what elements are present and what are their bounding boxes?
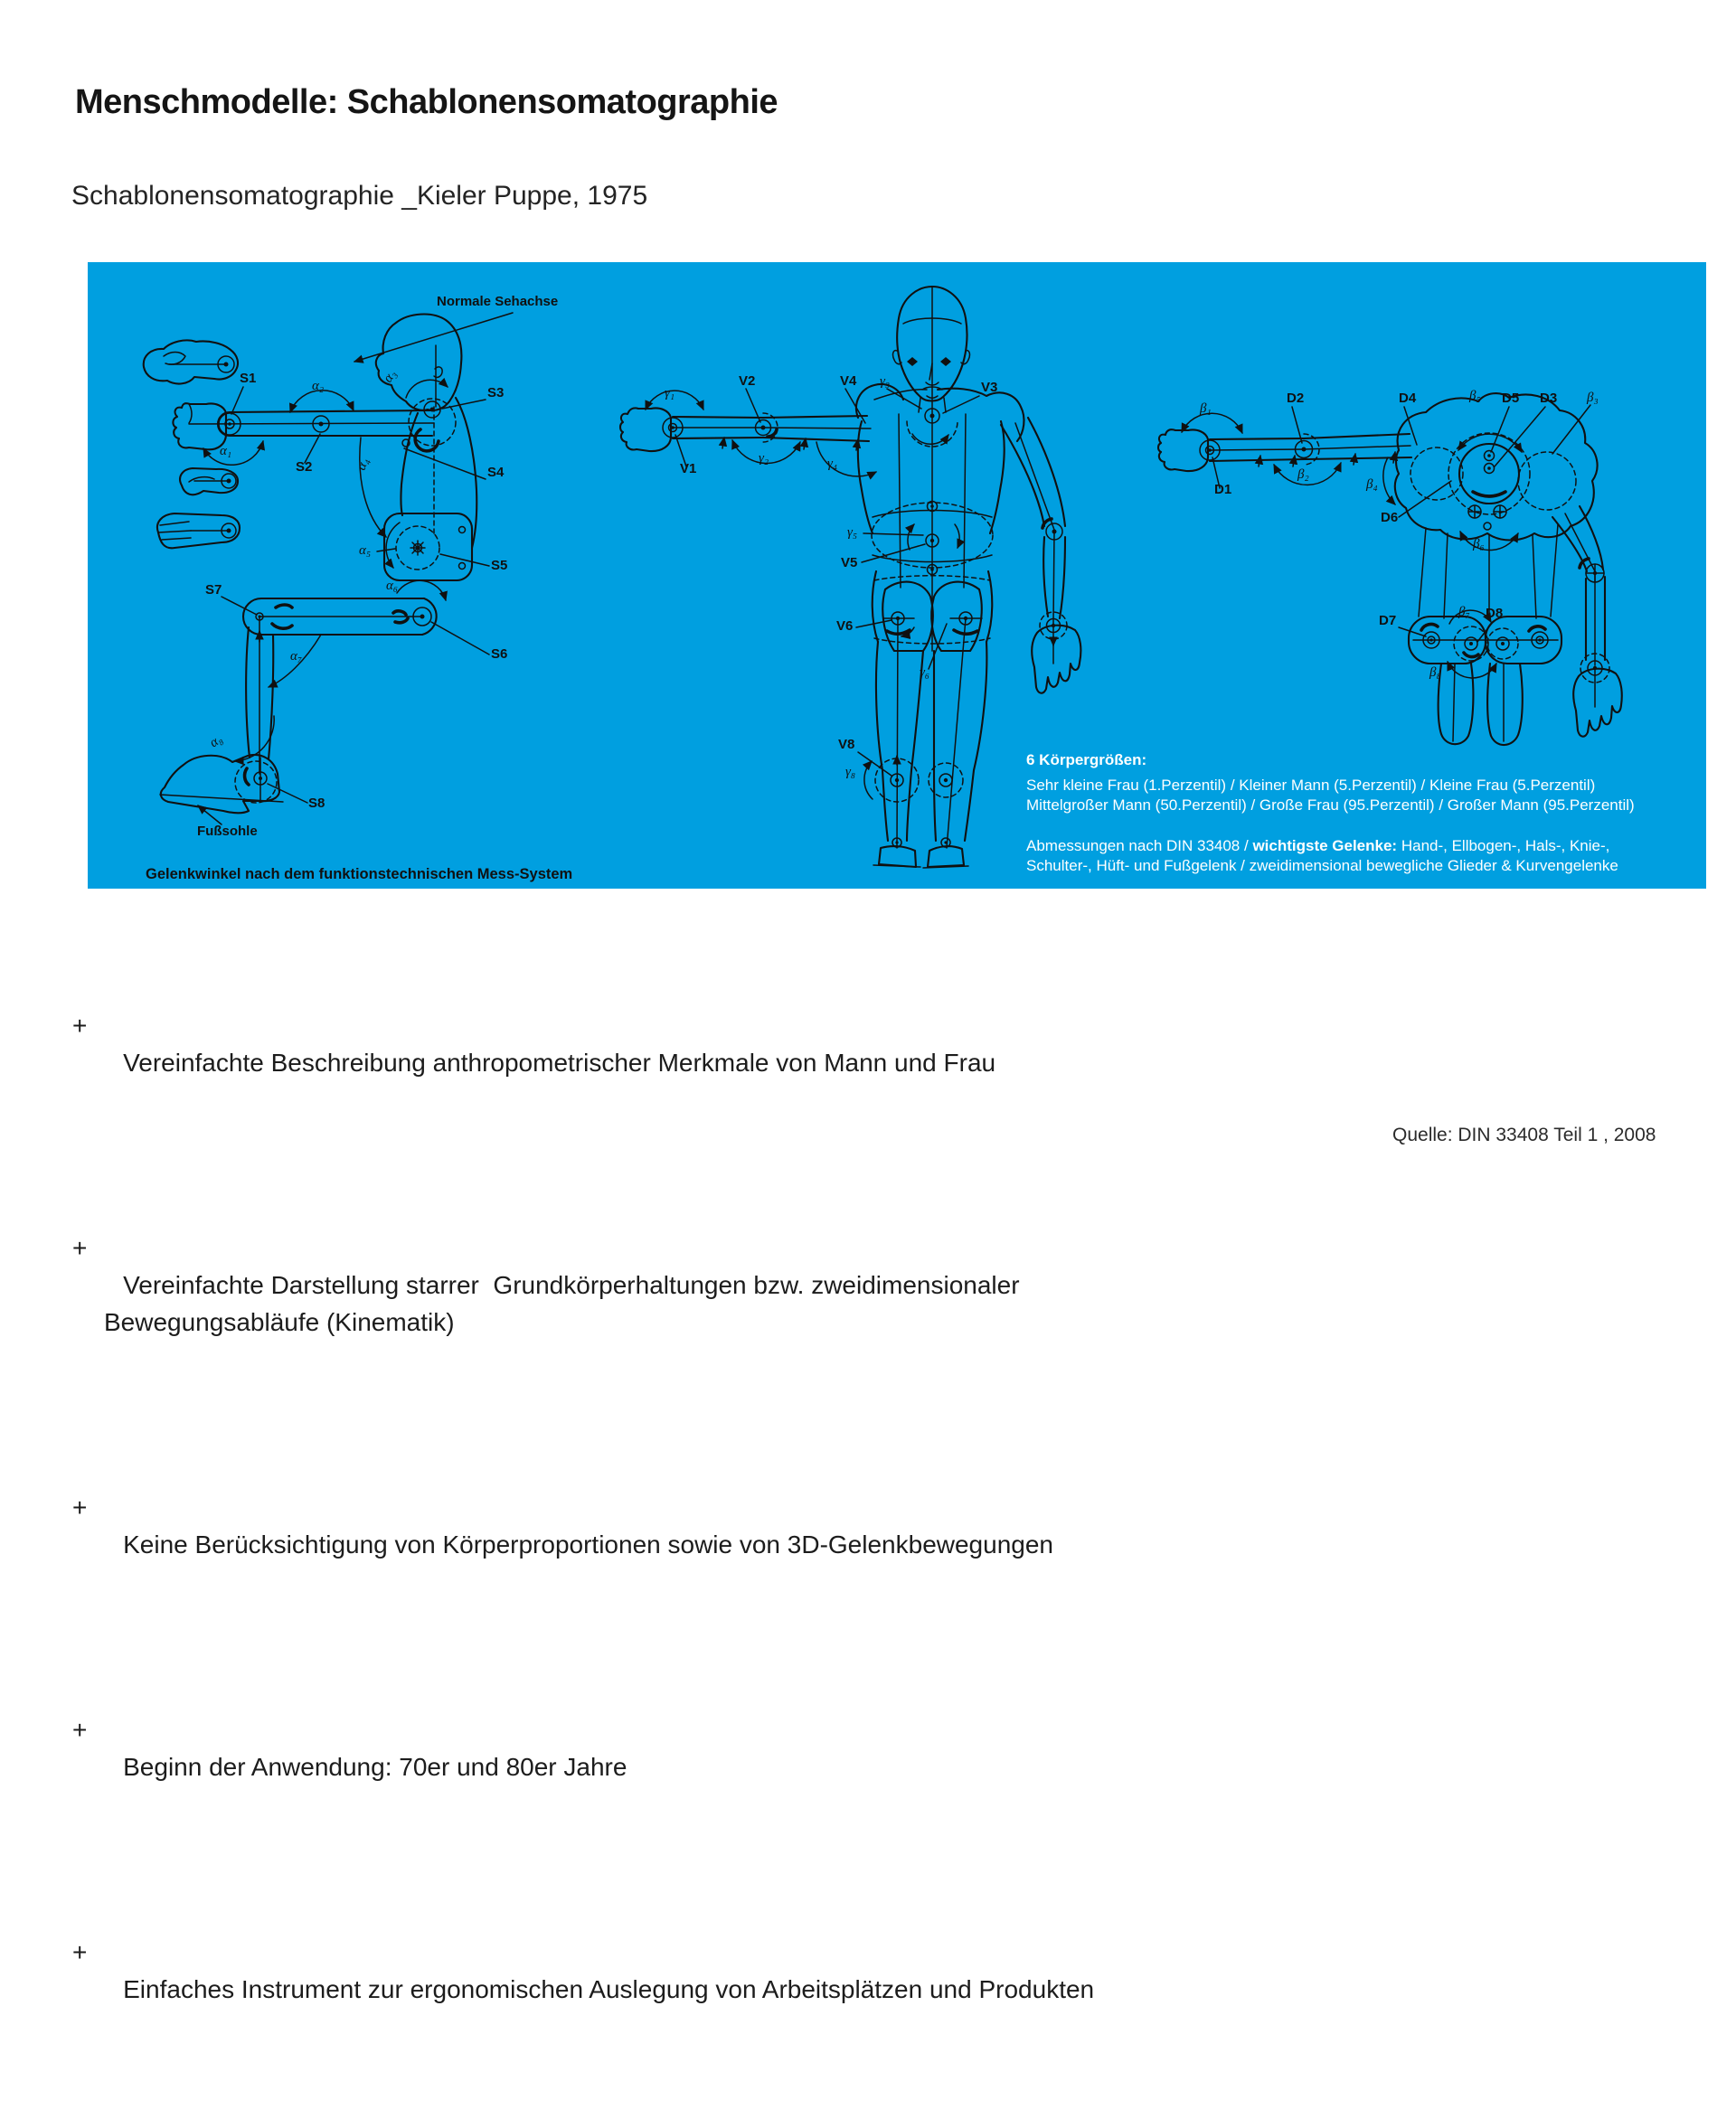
bullet-marker: +	[72, 1012, 88, 1040]
joint-label-d2: D2	[1287, 391, 1305, 406]
list-item	[72, 1489, 1447, 1637]
list-item	[72, 1934, 1447, 2082]
angle-label-g1: γ₁	[665, 386, 675, 400]
angle-label-a3: α₃	[381, 367, 400, 386]
joint-label-s5: S5	[491, 558, 508, 573]
joint-label-v6: V6	[836, 618, 854, 634]
top-arm-right	[1552, 506, 1622, 737]
bullet-marker: +	[72, 1234, 88, 1262]
bullet-text: Keine Berücksichtigung von Körperproportionen sowie von 3D-Gelenkbewegungen	[123, 1530, 1053, 1559]
bullet-text: Beginn der Anwendung: 70er und 80er Jahre	[123, 1753, 627, 1781]
angle-label-a1: α₁	[220, 444, 232, 458]
bullet-text: Einfaches Instrument zur ergonomischen Auslegung von Arbeitsplätzen und Produkten	[123, 1975, 1095, 2003]
info-text: Abmessungen nach DIN 33408 /	[1026, 837, 1253, 854]
joint-label-s8: S8	[308, 796, 326, 811]
joint-label-v3: V3	[981, 380, 998, 395]
subtitle: Schablonensomatographie _Kieler Puppe, 1975	[71, 181, 648, 211]
bullet-list	[72, 933, 1447, 2119]
joint-label-d5: D5	[1502, 391, 1520, 406]
angle-label-g4: γ₄	[827, 457, 838, 471]
hand-template-pinch	[180, 468, 238, 494]
info-line-sizes-1: Sehr kleine Frau (1.Perzentil) / Kleiner Mann (5.Perzentil) / Kleine Frau (5.Perzentil)	[1026, 777, 1596, 794]
joint-label-s6: S6	[491, 646, 508, 662]
angle-label-b2: β₂	[1297, 467, 1309, 482]
angle-label-g8: γ₈	[845, 765, 856, 779]
figure-front-view	[620, 287, 1080, 868]
angle-label-b3: β₃	[1587, 391, 1599, 405]
page-title: Menschmodelle: Schablonensomatographie	[75, 83, 778, 121]
joint-label-s7: S7	[205, 582, 222, 598]
bullet-marker: +	[72, 1493, 88, 1521]
joint-label-s2: S2	[296, 459, 313, 475]
angle-label-a5: α₅	[359, 543, 372, 558]
angle-label-b7: β₇	[1458, 605, 1470, 619]
side-thigh	[222, 580, 489, 687]
angle-label-g6: γ₆	[920, 665, 930, 680]
side-shoulder-joint	[402, 380, 486, 479]
info-block	[1026, 750, 1695, 876]
info-text: Hand-, Ellbogen-, Hals-, Knie-,	[1397, 837, 1610, 854]
side-pelvis	[377, 513, 489, 580]
joint-label-s1: S1	[240, 371, 257, 386]
bullet-marker: +	[72, 1716, 88, 1744]
front-arm-right	[1001, 418, 1080, 693]
angle-label-b6: β₆	[1473, 537, 1485, 551]
angle-label-a2: α₂	[312, 379, 325, 393]
source-citation: Quelle: DIN 33408 Teil 1 , 2008	[1392, 1125, 1656, 1145]
front-torso	[856, 384, 1024, 651]
list-item	[72, 1007, 1447, 1155]
joint-label-d6: D6	[1381, 510, 1399, 525]
bullet-marker: +	[72, 1938, 88, 1966]
joint-label-s4: S4	[487, 465, 505, 480]
angle-label-a7: α₇	[290, 649, 303, 664]
list-item	[72, 1229, 1447, 1415]
joint-label-v4: V4	[840, 373, 857, 389]
sole-label: Fußsohle	[197, 824, 258, 839]
info-line-joints-1	[1026, 836, 1695, 856]
front-legs	[858, 618, 986, 868]
hand-template-flat	[157, 513, 240, 548]
side-torso	[360, 398, 476, 548]
axis-label: Normale Sehachse	[437, 294, 559, 309]
joint-label-v1: V1	[680, 461, 697, 476]
angle-label-g3: γ₃	[880, 374, 891, 389]
info-heading: 6 Körpergrößen:	[1026, 751, 1147, 768]
joint-label-d3: D3	[1540, 391, 1558, 406]
joint-label-d8: D8	[1486, 606, 1504, 621]
joint-label-v5: V5	[841, 555, 858, 570]
angle-label-a8: α₈	[207, 731, 226, 751]
angle-label-b8: β₈	[1429, 665, 1441, 680]
joint-label-v8: V8	[838, 737, 855, 752]
front-arm-left	[620, 389, 876, 476]
angle-label-a6: α₆	[386, 579, 399, 593]
top-shoulders-head	[1383, 393, 1598, 618]
info-line-sizes-2: Mittelgroßer Mann (50.Perzentil) / Große Frau (95.Perzentil) / Großer Mann (95.Perzentil)	[1026, 796, 1635, 814]
diagram-panel	[88, 262, 1706, 889]
info-text-bold: wichtigste Gelenke:	[1252, 837, 1398, 854]
bullet-text: Vereinfachte Beschreibung anthropometrischer Merkmale von Mann und Frau	[123, 1049, 996, 1077]
angle-label-b1: β₁	[1200, 401, 1212, 416]
hand-template-grip	[144, 340, 238, 383]
top-arm-left	[1158, 407, 1411, 488]
angle-label-g5: γ₅	[847, 525, 858, 540]
joint-label-d1: D1	[1214, 482, 1232, 497]
joint-label-d4: D4	[1399, 391, 1417, 406]
side-lower-leg	[160, 617, 307, 824]
top-hips-thighs	[1399, 610, 1561, 745]
joint-label-d7: D7	[1379, 613, 1397, 628]
figure-side-view	[144, 294, 572, 882]
figure-top-view	[1158, 389, 1622, 745]
angle-label-g2: γ₂	[759, 451, 769, 466]
diagram-caption: Gelenkwinkel nach dem funktionstechnischen Mess-System	[146, 866, 573, 882]
angle-label-b5: β₅	[1469, 389, 1481, 403]
list-item	[72, 1711, 1447, 1860]
info-line-joints-2: Schulter-, Hüft- und Fußgelenk / zweidimensional bewegliche Glieder & Kurvengelenke	[1026, 857, 1618, 874]
side-arm	[173, 387, 434, 465]
angle-label-a4: α₄	[354, 456, 373, 473]
bullet-text-continuation: Bewegungsabläufe (Kinematik)	[104, 1308, 455, 1336]
joint-label-v2: V2	[739, 373, 756, 389]
joint-label-s3: S3	[487, 385, 505, 400]
angle-label-b4: β₄	[1366, 477, 1378, 492]
bullet-text: Vereinfachte Darstellung starrer Grundkörperhaltungen bzw. zweidimensionaler	[123, 1271, 1020, 1299]
info-spacer	[1026, 815, 1695, 836]
